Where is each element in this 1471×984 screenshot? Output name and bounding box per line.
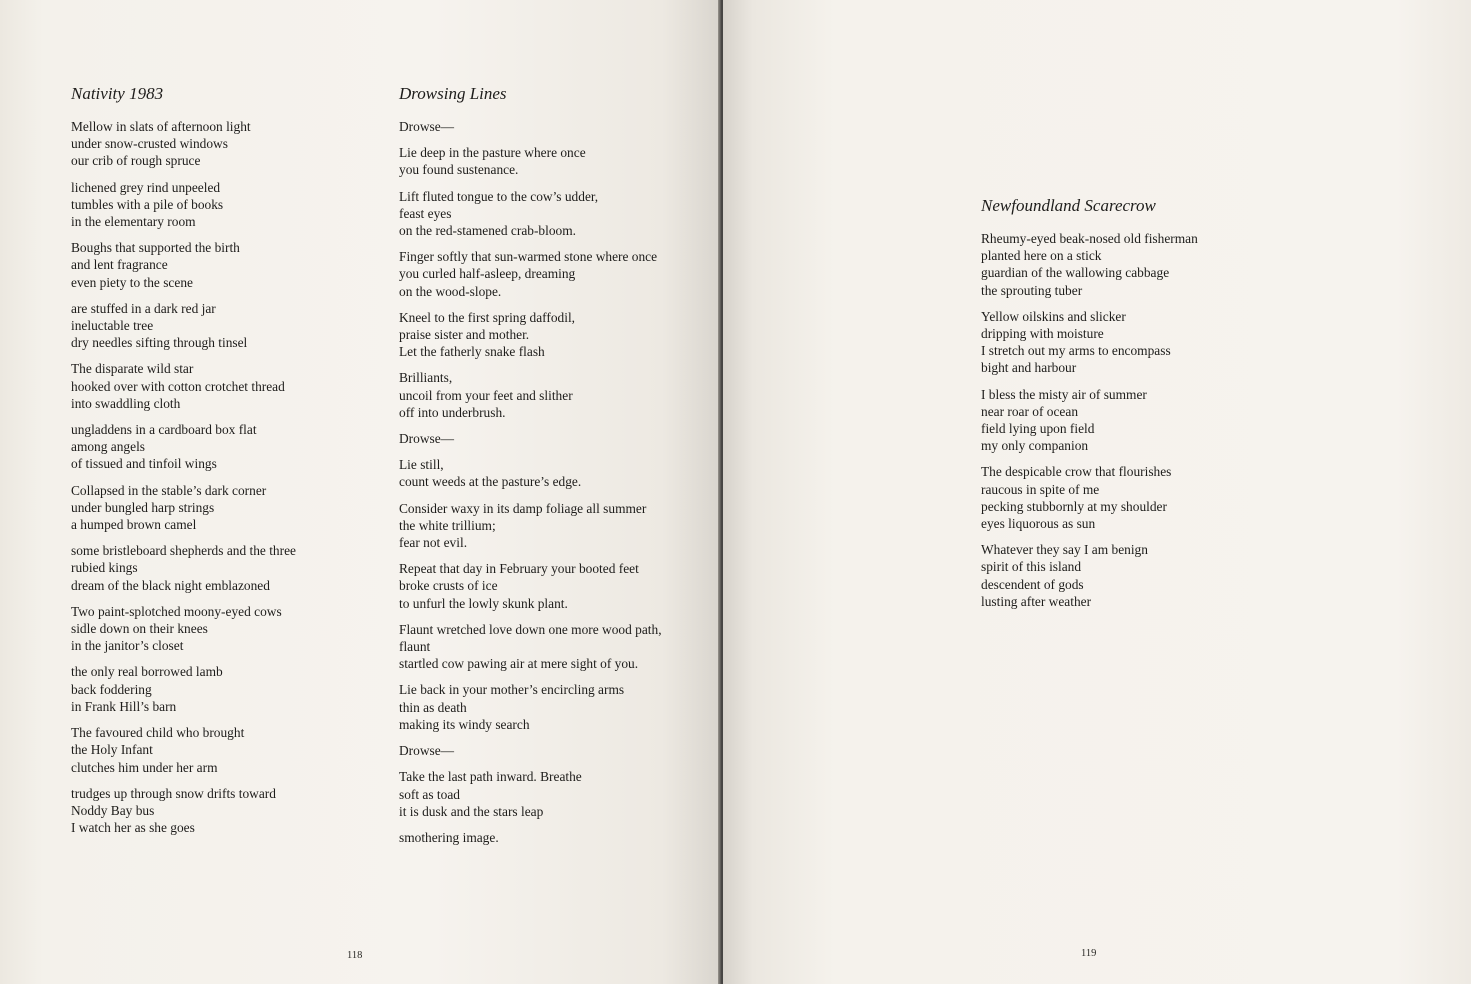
poem-line: Whatever they say I am benign xyxy=(981,542,1148,558)
poem-line: The despicable crow that flourishes xyxy=(981,464,1172,480)
poem-line: some bristleboard shepherds and the three xyxy=(71,543,296,559)
stanza xyxy=(71,421,296,473)
poem-line: on the wood-slope. xyxy=(399,283,502,299)
poem-line: Two paint-splotched moony-eyed cows xyxy=(71,603,282,619)
poem-line: eyes liquorous as sun xyxy=(981,516,1096,532)
stanza xyxy=(981,463,1198,532)
stanza xyxy=(399,621,662,673)
poem-line: to unfurl the lowly skunk plant. xyxy=(399,595,568,611)
stanza xyxy=(399,118,662,135)
poem-line: of tissued and tinfoil wings xyxy=(71,456,217,472)
poem-line: sidle down on their knees xyxy=(71,621,208,637)
stanza xyxy=(981,230,1198,299)
stanza xyxy=(399,248,662,300)
poem-line: lusting after weather xyxy=(981,593,1092,609)
poem-line: near roar of ocean xyxy=(981,403,1079,419)
stanza xyxy=(399,742,662,759)
poem-line: clutches him under her arm xyxy=(71,759,218,775)
poem-line: are stuffed in a dark red jar xyxy=(71,300,216,316)
stanza xyxy=(71,482,296,534)
poem-line: Lie deep in the pasture where once xyxy=(399,145,586,161)
poem-line: Consider waxy in its damp foliage all summer xyxy=(399,500,647,516)
poem-line: Lift fluted tongue to the cow’s udder, xyxy=(399,188,599,204)
stanza xyxy=(71,542,296,594)
poem-line: Kneel to the first spring daffodil, xyxy=(399,309,576,325)
stanza xyxy=(399,430,662,447)
poem-line: trudges up through snow drifts toward xyxy=(71,785,276,801)
stanza xyxy=(399,829,662,846)
poem-line: tumbles with a pile of books xyxy=(71,196,224,212)
stanza xyxy=(399,456,662,490)
poem-line: feast eyes xyxy=(399,205,452,221)
poem-line: rubied kings xyxy=(71,560,138,576)
poem-line: count weeds at the pasture’s edge. xyxy=(399,474,582,490)
poem-title: Newfoundland Scarecrow xyxy=(981,196,1156,215)
poem-line: dry needles sifting through tinsel xyxy=(71,335,248,351)
poem-line: fear not evil. xyxy=(399,535,468,551)
poem-line: the Holy Infant xyxy=(71,742,153,758)
poem-line: ungladdens in a cardboard box flat xyxy=(71,422,257,438)
poem-line: a humped brown camel xyxy=(71,517,197,533)
poem-newfoundland-scarecrow xyxy=(981,196,1198,619)
stanza xyxy=(399,188,662,240)
stanza xyxy=(71,724,296,776)
stanza xyxy=(399,309,662,361)
poem-body xyxy=(981,230,1198,610)
poem-line: among angels xyxy=(71,439,146,455)
poem-line: ineluctable tree xyxy=(71,318,154,334)
poem-line: Take the last path inward. Breathe xyxy=(399,769,582,785)
poem-line: uncoil from your feet and slither xyxy=(399,387,573,403)
poem-line: Brilliants, xyxy=(399,370,453,386)
stanza xyxy=(399,768,662,820)
poem-line: Yellow oilskins and slicker xyxy=(981,308,1126,324)
poem-line: field lying upon field xyxy=(981,421,1095,437)
poem-line: Rheumy-eyed beak-nosed old fisherman xyxy=(981,231,1198,246)
poem-body xyxy=(71,118,296,836)
stanza xyxy=(981,541,1198,610)
stanza xyxy=(399,369,662,421)
poem-line: even piety to the scene xyxy=(71,274,193,290)
poem-line: The favoured child who brought xyxy=(71,725,245,741)
poem-line: I bless the misty air of summer xyxy=(981,386,1147,402)
stanza xyxy=(71,663,296,715)
poem-line: dripping with moisture xyxy=(981,326,1104,342)
poem-line: under bungled harp strings xyxy=(71,499,215,515)
poem-line: on the red-stamened crab-bloom. xyxy=(399,223,576,239)
poem-line: Drowse— xyxy=(399,743,455,759)
poem-line: guardian of the wallowing cabbage xyxy=(981,265,1170,281)
poem-body xyxy=(399,118,662,846)
poem-line: broke crusts of ice xyxy=(399,578,498,594)
stanza xyxy=(399,500,662,552)
stanza xyxy=(71,360,296,412)
poem-line: praise sister and mother. xyxy=(399,327,530,343)
poem-line: in the elementary room xyxy=(71,214,196,230)
poem-line: Lie back in your mother’s encircling arms xyxy=(399,682,625,698)
stanza xyxy=(71,300,296,352)
stanza xyxy=(981,308,1198,377)
poem-line: Flaunt wretched love down one more wood path, xyxy=(399,621,662,637)
poem-line: off into underbrush. xyxy=(399,404,506,420)
poem-line: raucous in spite of me xyxy=(981,481,1100,497)
poem-nativity-1983 xyxy=(71,84,296,845)
poem-line: soft as toad xyxy=(399,786,460,802)
poem-line: planted here on a stick xyxy=(981,248,1102,264)
poem-drowsing-lines xyxy=(399,84,662,855)
poem-line: and lent fragrance xyxy=(71,257,168,273)
poem-line: bight and harbour xyxy=(981,360,1077,376)
stanza xyxy=(71,239,296,291)
poem-line: you found sustenance. xyxy=(399,162,519,178)
stanza xyxy=(399,560,662,612)
poem-line: in Frank Hill’s barn xyxy=(71,698,177,714)
poem-line: startled cow pawing air at mere sight of you. xyxy=(399,656,639,672)
poem-line: Lie still, xyxy=(399,457,444,473)
stanza xyxy=(71,785,296,837)
poem-line: you curled half-asleep, dreaming xyxy=(399,266,576,282)
poem-line: Drowse— xyxy=(399,119,455,134)
poem-line: thin as death xyxy=(399,699,467,715)
stanza xyxy=(71,118,296,170)
poem-line: the sprouting tuber xyxy=(981,282,1083,298)
poem-line: spirit of this island xyxy=(981,559,1082,575)
poem-line: The disparate wild star xyxy=(71,361,194,377)
poem-line: Noddy Bay bus xyxy=(71,802,155,818)
poem-line: lichened grey rind unpeeled xyxy=(71,179,221,195)
show-through-text xyxy=(232,42,236,60)
stanza xyxy=(71,603,296,655)
poem-line: flaunt xyxy=(399,639,431,655)
page-number-left: 118 xyxy=(347,950,363,961)
poem-line: Repeat that day in February your booted feet xyxy=(399,561,639,577)
poem-line: our crib of rough spruce xyxy=(71,153,201,169)
poem-line: Drowse— xyxy=(399,431,455,447)
poem-line: I watch her as she goes xyxy=(71,820,195,836)
poem-line: the only real borrowed lamb xyxy=(71,664,223,680)
left-page xyxy=(0,0,720,984)
poem-line: pecking stubbornly at my shoulder xyxy=(981,498,1167,514)
right-page xyxy=(723,0,1471,984)
poem-title: Nativity 1983 xyxy=(71,84,164,103)
poem-line: smothering image. xyxy=(399,829,499,845)
stanza xyxy=(399,144,662,178)
poem-line: Mellow in slats of afternoon light xyxy=(71,119,251,134)
poem-line: Let the fatherly snake flash xyxy=(399,344,545,360)
page-number-right: 119 xyxy=(1081,948,1097,959)
stanza xyxy=(981,386,1198,455)
poem-line: I stretch out my arms to encompass xyxy=(981,343,1171,359)
poem-line: descendent of gods xyxy=(981,576,1084,592)
poem-line: under snow-crusted windows xyxy=(71,136,228,152)
poem-line: my only companion xyxy=(981,438,1089,454)
poem-line: the white trillium; xyxy=(399,517,496,533)
stanza xyxy=(71,179,296,231)
poem-line: it is dusk and the stars leap xyxy=(399,803,544,819)
poem-line: back foddering xyxy=(71,681,152,697)
poem-line: Boughs that supported the birth xyxy=(71,240,240,256)
stanza xyxy=(399,681,662,733)
poem-line: dream of the black night emblazoned xyxy=(71,577,270,593)
poem-line: Collapsed in the stable’s dark corner xyxy=(71,482,267,498)
poem-line: making its windy search xyxy=(399,716,530,732)
poem-title: Drowsing Lines xyxy=(399,84,507,103)
poem-line: in the janitor’s closet xyxy=(71,638,184,654)
poem-line: into swaddling cloth xyxy=(71,395,181,411)
poem-line: Finger softly that sun-warmed stone where once xyxy=(399,249,658,265)
poem-line: hooked over with cotton crotchet thread xyxy=(71,378,285,394)
